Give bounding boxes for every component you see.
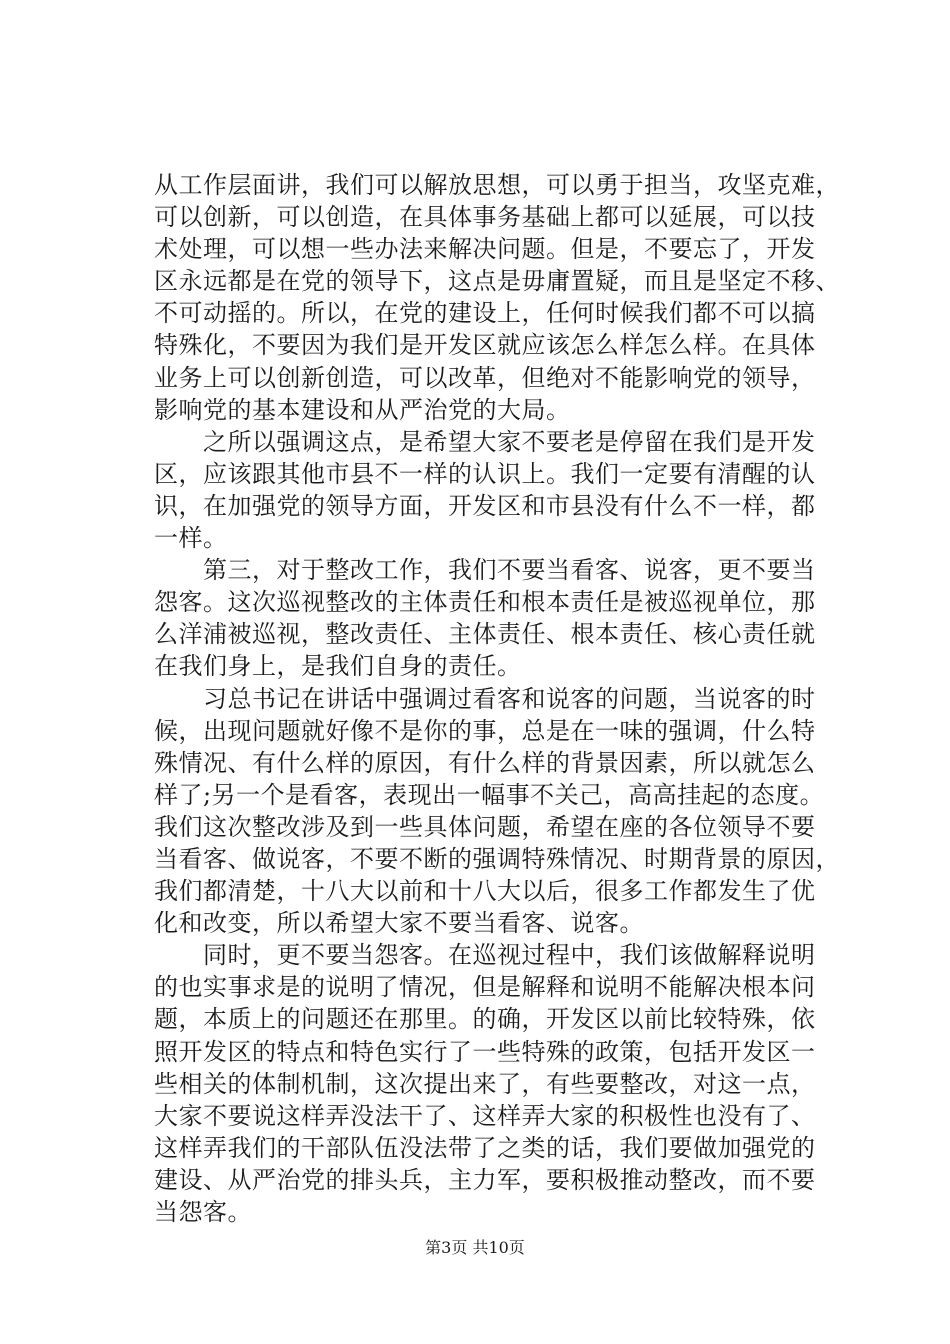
text-line: 我们这次整改涉及到一些具体问题，希望在座的各位领导不要 (154, 812, 816, 841)
text-line: 当怨客。 (154, 1198, 252, 1226)
text-line: 当看客、做说客，不要不断的强调特殊情况、时期背景的原因， (154, 844, 840, 873)
text-line: 业务上可以创新创造，可以改革，但绝对不能影响党的领导， (154, 363, 816, 392)
text-line: 不可动摇的。所以，在党的建设上，任何时候我们都不可以搞 (154, 299, 816, 328)
text-line: 候，出现问题就好像不是你的事，总是在一味的强调，什么特 (154, 716, 816, 745)
body-text (154, 169, 840, 1228)
text-line: 区永远都是在党的领导下，这点是毋庸置疑，而且是坚定不移、 (154, 267, 840, 296)
text-line: 大家不要说这样弄没法干了、这样弄大家的积极性也没有了、 (154, 1101, 816, 1130)
text-line: 些相关的体制机制，这次提出来了，有些要整改，对这一点， (154, 1069, 816, 1098)
paragraph-first-line: 之所以强调这点，是希望大家不要老是停留在我们是开发 (203, 427, 816, 456)
text-line: 题，本质上的问题还在那里。的确，开发区以前比较特殊，依 (154, 1005, 816, 1034)
text-line: 影响党的基本建设和从严治党的大局。 (154, 395, 571, 424)
text-line: 从工作层面讲，我们可以解放思想，可以勇于担当，攻坚克难， (154, 171, 840, 199)
text-line: 术处理，可以想一些办法来解决问题。但是，不要忘了，开发 (154, 235, 816, 264)
text-line: 殊情况、有什么样的原因，有什么样的背景因素，所以就怎么 (154, 748, 816, 777)
text-line: 的也实事求是的说明了情况，但是解释和说明不能解决根本问 (154, 973, 816, 1002)
text-line: 可以创新，可以创造，在具体事务基础上都可以延展，可以技 (154, 203, 816, 232)
text-line: 特殊化，不要因为我们是开发区就应该怎么样怎么样。在具体 (154, 331, 816, 360)
page-number: 第3页 共10页 (425, 1238, 525, 1257)
paragraph-first-line: 习总书记在讲话中强调过看客和说客的问题，当说客的时 (203, 684, 816, 713)
paragraph-first-line: 第三，对于整改工作，我们不要当看客、说客，更不要当 (203, 556, 816, 585)
text-line: 这样弄我们的干部队伍没法带了之类的话，我们要做加强党的 (154, 1133, 816, 1162)
text-line: 建设、从严治党的排头兵，主力军，要积极推动整改，而不要 (154, 1165, 816, 1194)
text-line: 么洋浦被巡视，整改责任、主体责任、根本责任、核心责任就 (154, 620, 816, 649)
text-line: 化和改变，所以希望大家不要当看客、说客。 (154, 909, 644, 938)
paragraph-first-line: 同时，更不要当怨客。在巡视过程中，我们该做解释说明 (203, 941, 816, 970)
text-line: 照开发区的特点和特色实行了一些特殊的政策，包括开发区一 (154, 1037, 816, 1066)
text-line: 识，在加强党的领导方面，开发区和市县没有什么不一样，都 (154, 491, 816, 520)
text-line: 区，应该跟其他市县不一样的认识上。我们一定要有清醒的认 (154, 459, 816, 488)
text-line: 怨客。这次巡视整改的主体责任和根本责任是被巡视单位，那 (154, 588, 816, 617)
text-line: 我们都清楚，十八大以前和十八大以后，很多工作都发生了优 (154, 877, 816, 906)
text-line: 一样。 (154, 524, 228, 553)
text-line: 在我们身上，是我们自身的责任。 (154, 652, 522, 681)
text-line: 样了;另一个是看客，表现出一幅事不关己，高高挂起的态度。 (154, 780, 825, 809)
